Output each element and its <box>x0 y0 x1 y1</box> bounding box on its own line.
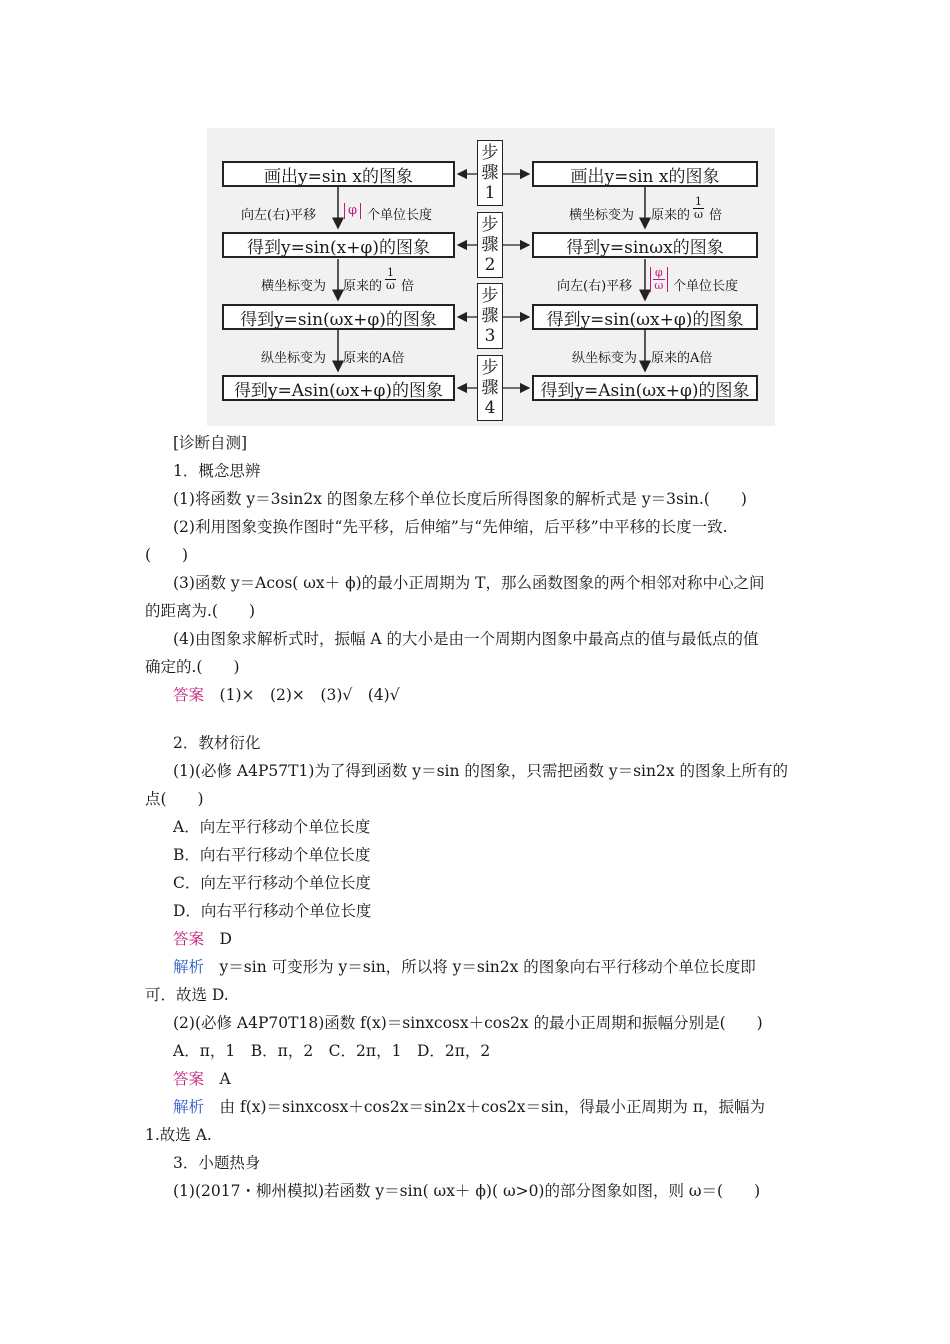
answer-label: 答案 <box>173 1070 205 1088</box>
q2-1-explanation-line2: 可．故选 D. <box>145 986 229 1004</box>
q2-item-1-line1: (1)(必修 A4P57T1)为了得到函数 y＝sin 的图象，只需把函数 y＝sin2x 的图象上所有的 <box>173 762 788 780</box>
left-label-1-phi: φ <box>344 203 361 219</box>
right-label-1-frac: $\frac{1}{\omega}$ <box>694 195 703 221</box>
q2-option-b: B．向右平行移动个单位长度 <box>173 846 371 864</box>
right-label-2-a: 向左(右)平移 <box>557 279 633 294</box>
q2-1-answer: 答案 D <box>173 930 232 948</box>
left-label-2-frac: $\frac{1}{\omega}$ <box>386 266 395 292</box>
q2-2-explanation-line1: 解析 由 f(x)＝sinxcosx＋cos2x＝sin2x＋cos2x＝sin，得最小正周期为 π，振幅为 <box>173 1098 766 1116</box>
q1-item-2-line1: (2)利用图象变换作图时“先平移，后伸缩”与“先伸缩，后平移”中平移的长度一致. <box>173 518 728 536</box>
q2-title: 2．教材衍化 <box>173 734 261 752</box>
left-label-2-a: 横坐标变为 <box>261 279 327 294</box>
left-label-2-b: 原来的 <box>343 279 383 294</box>
q3-item-1: (1)(2017・柳州模拟)若函数 y＝sin( ωx＋ ϕ)( ω>0)的部分图象如图，则 ω＝( ) <box>173 1182 761 1200</box>
q1-item-4-line1: (4)由图象求解析式时，振幅 A 的大小是由一个周期内图象中最高点的值与最低点的值 <box>173 630 759 648</box>
q2-2-explanation-line2: 1.故选 A. <box>145 1126 212 1144</box>
q2-2-options: A．π，1 B．π，2 C．2π，1 D．2π，2 <box>173 1042 491 1060</box>
left-label-3-b: 原来的A倍 <box>343 351 405 366</box>
right-box-1: 画出y=sin x的图象 <box>532 161 758 187</box>
answer-label: 答案 <box>173 686 205 704</box>
right-label-1-b: 原来的 <box>651 208 691 223</box>
q1-item-2-line2: ( ) <box>145 546 189 564</box>
right-label-1-a: 横坐标变为 <box>569 208 635 223</box>
q1-title: 1．概念思辨 <box>173 462 261 480</box>
left-label-1-tail: 个单位长度 <box>367 208 433 223</box>
left-box-2: 得到y=sin(x+φ)的图象 <box>222 232 455 258</box>
section-head: [诊断自测] <box>173 434 248 452</box>
left-label-3-a: 纵坐标变为 <box>261 351 327 366</box>
q2-option-c: C．向左平行移动个单位长度 <box>173 874 371 892</box>
right-box-4: 得到y=Asin(ωx+φ)的图象 <box>532 375 758 401</box>
right-label-1-tail: 倍 <box>709 208 723 223</box>
right-box-3: 得到y=sin(ωx+φ)的图象 <box>532 304 758 330</box>
step-box-2: 步 骤 2 <box>477 212 503 278</box>
left-label-1: 向左(右)平移 <box>241 208 317 223</box>
right-box-2: 得到y=sinωx的图象 <box>532 232 758 258</box>
q3-title: 3．小题热身 <box>173 1154 261 1172</box>
q1-item-4-line2: 确定的.( ) <box>145 658 240 676</box>
left-label-2-tail: 倍 <box>401 279 415 294</box>
right-label-2-tail: 个单位长度 <box>673 279 739 294</box>
right-label-3-a: 纵坐标变为 <box>572 351 638 366</box>
answer-label: 答案 <box>173 930 205 948</box>
q2-2-answer: 答案 A <box>173 1070 231 1088</box>
explanation-label: 解析 <box>173 958 205 976</box>
q2-1-explanation-line1: 解析 y＝sin 可变形为 y＝sin，所以将 y＝sin2x 的图象向右平行移动个单位长度即 <box>173 958 756 976</box>
left-box-3: 得到y=sin(ωx+φ)的图象 <box>222 304 455 330</box>
left-box-1: 画出y=sin x的图象 <box>222 161 455 187</box>
step-box-3: 步 骤 3 <box>477 283 503 349</box>
transformation-diagram <box>207 128 775 426</box>
right-label-3-b: 原来的A倍 <box>651 351 713 366</box>
q2-item-2: (2)(必修 A4P70T18)函数 f(x)＝sinxcosx＋cos2x 的最小正周期和振幅分别是( ) <box>173 1014 763 1032</box>
q2-item-1-line2: 点( ) <box>145 790 204 808</box>
q1-item-3-line2: 的距离为.( ) <box>145 602 256 620</box>
q2-option-a: A．向左平行移动个单位长度 <box>173 818 371 836</box>
q1-answer: 答案 (1)× (2)× (3)√ (4)√ <box>173 686 400 704</box>
left-box-4: 得到y=Asin(ωx+φ)的图象 <box>222 375 455 401</box>
explanation-label: 解析 <box>173 1098 205 1116</box>
q2-option-d: D．向右平行移动个单位长度 <box>173 902 372 920</box>
step-box-1: 步 骤 1 <box>477 140 503 206</box>
step-box-4: 步 骤 4 <box>477 355 503 421</box>
q1-item-1: (1)将函数 y＝3sin2x 的图象左移个单位长度后所得图象的解析式是 y＝3sin.( ) <box>173 490 747 508</box>
right-label-2-frac: $\frac{\varphi}{\omega}$ <box>650 267 668 292</box>
q1-item-3-line1: (3)函数 y＝Acos( ωx＋ ϕ)的最小正周期为 T，那么函数图象的两个相邻对称中心之间 <box>173 574 765 592</box>
